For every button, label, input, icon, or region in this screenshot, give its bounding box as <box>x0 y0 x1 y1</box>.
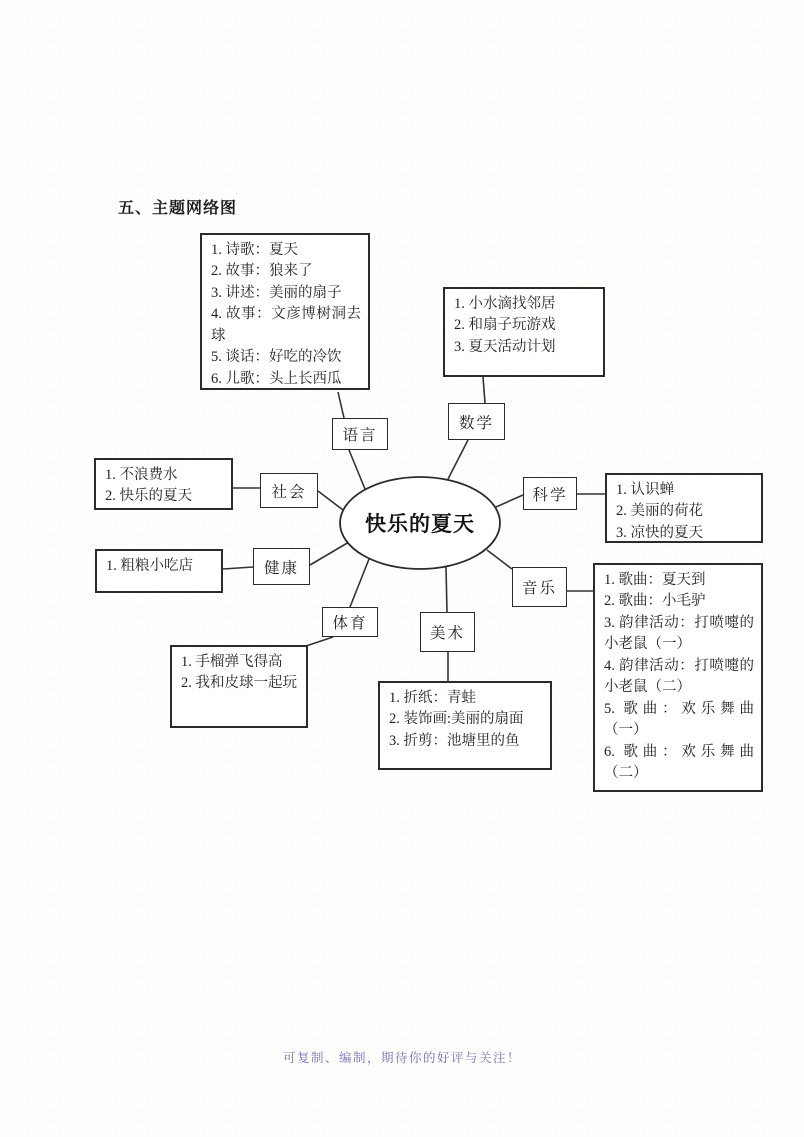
list-item: 3. 凉快的夏天 <box>616 524 703 541</box>
list-item: 3. 折剪：池塘里的鱼 <box>389 732 520 749</box>
list-item: 5. 歌曲：欢乐舞曲（一） <box>604 700 754 739</box>
list-item: 5. 谈话：好吃的冷饮 <box>211 349 342 366</box>
content-box-language <box>200 233 370 390</box>
node-music: 音乐 <box>512 567 567 607</box>
list-item: 2. 装饰画:美丽的扇面 <box>389 711 524 728</box>
footer-note: 可复制、编制，期待你的好评与关注！ <box>282 1051 521 1065</box>
content-box-math <box>443 287 605 377</box>
node-art: 美术 <box>420 612 475 652</box>
list-item: 4. 韵律活动：打喷嚏的小老鼠（二） <box>604 657 754 696</box>
list-item: 1. 粗粮小吃店 <box>106 558 193 574</box>
node-math: 数学 <box>448 403 505 440</box>
content-box-health <box>95 549 223 593</box>
list-item: 6. 儿歌：头上长西瓜 <box>211 370 342 387</box>
content-box-society <box>94 458 233 510</box>
list-item: 2. 歌曲：小毛驴 <box>604 593 706 610</box>
list-item: 3. 讲述：美丽的扇子 <box>211 284 342 301</box>
list-item: 2. 和扇子玩游戏 <box>454 317 556 334</box>
content-box-music <box>593 563 763 792</box>
list-item: 3. 夏天活动计划 <box>454 338 556 355</box>
node-language: 语言 <box>332 418 388 450</box>
node-pe: 体育 <box>322 607 378 637</box>
page-title: 五、主题网络图 <box>118 200 238 217</box>
list-item: 2. 故事：狼来了 <box>211 263 313 280</box>
list-item: 1. 歌曲：夏天到 <box>604 572 706 588</box>
content-box-pe <box>170 645 308 728</box>
node-science: 科学 <box>523 477 577 510</box>
content-box-science <box>605 473 763 543</box>
center-topic: 快乐的夏天 <box>365 512 475 536</box>
node-society: 社会 <box>260 473 318 508</box>
content-box-art <box>378 681 552 770</box>
list-item: 1. 折纸：青蛙 <box>389 690 476 706</box>
list-item: 4. 故事：文彦博树洞去球 <box>211 306 361 344</box>
list-item: 1. 手榴弹飞得高 <box>181 654 283 670</box>
list-item: 2. 快乐的夏天 <box>105 488 192 505</box>
list-item: 6. 歌曲：欢乐舞曲（二） <box>604 743 754 782</box>
list-item: 1. 诗歌：夏天 <box>211 242 298 258</box>
list-item: 2. 我和皮球一起玩 <box>181 675 297 692</box>
list-item: 1. 不浪费水 <box>105 467 178 483</box>
list-item: 2. 美丽的荷花 <box>616 503 703 520</box>
list-item: 1. 认识蝉 <box>616 482 674 498</box>
list-item: 3. 韵律活动：打喷嚏的小老鼠（一） <box>604 614 754 653</box>
node-health: 健康 <box>253 548 310 585</box>
list-item: 1. 小水滴找邻居 <box>454 296 556 312</box>
